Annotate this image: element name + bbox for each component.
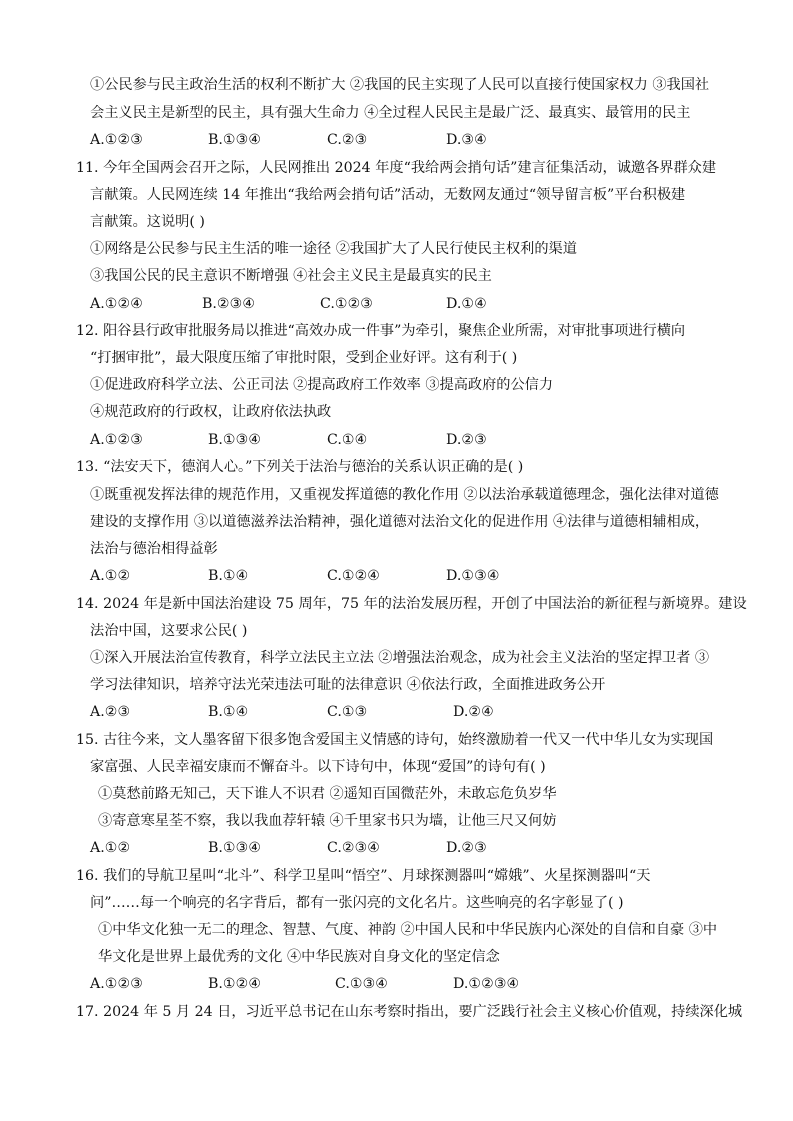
q14-option-a[interactable]: A.②③	[90, 704, 131, 720]
q15-item-line-1: ①莫愁前路无知己，天下谁人不识君 ②遥知百国微茫外，未敢忘危负岁华	[98, 786, 557, 802]
q15-stem-line-2: 家富强、人民幸福安康而不懈奋斗。以下诗句中，体现“爱国”的诗句有( )	[90, 759, 546, 775]
q10-options	[0, 130, 793, 150]
q11-option-d[interactable]: D.①④	[446, 296, 487, 312]
q15-option-b[interactable]: B.①③④	[208, 840, 262, 856]
q13-item-line-1: ①既重视发挥法律的规范作用，又重视发挥道德的教化作用 ②以法治承载道德理念，强化法律对道德	[90, 487, 719, 503]
q13-item-line-2: 建设的支撑作用 ③以道德滋养法治精神，强化道德对法治文化的促进作用 ④法律与道德相辅相成，	[90, 514, 710, 530]
q12-stem-line-1: 12. 阳谷县行政审批服务局以推进“高效办成一件事”为牵引，聚焦企业所需，对审批事项进行横向	[76, 323, 686, 339]
q14-stem-line-1: 14. 2024 年是新中国法治建设 75 周年，75 年的法治发展历程，开创了中国法治的新征程与新境界。建设	[76, 596, 747, 612]
q16-options	[0, 974, 793, 994]
q14-options	[0, 702, 793, 722]
q13-option-a[interactable]: A.①②	[90, 568, 131, 584]
q11-option-c[interactable]: C.①②③	[320, 296, 374, 312]
q14-item-line-1: ①深入开展法治宣传教育，科学立法民主立法 ②增强法治观念，成为社会主义法治的坚定捍卫者 ③	[90, 650, 710, 666]
q15-stem-line-1: 15. 古往今来，文人墨客留下很多饱含爱国主义情感的诗句，始终激励着一代又一代中华儿女为实现国	[76, 732, 714, 748]
q17-stem-line-1: 17. 2024 年 5 月 24 日，习近平总书记在山东考察时指出，要广泛践行社会主义核心价值观，持续深化城	[76, 1004, 743, 1020]
q14-item-line-2: 学习法律知识，培养守法光荣违法可耻的法律意识 ④依法行政，全面推进政务公开	[90, 677, 606, 693]
q16-item-line-1: ①中华文化独一无二的理念、智慧、气度、神韵 ②中国人民和中华民族内心深处的自信和自豪 ③中	[98, 922, 718, 938]
q16-option-a[interactable]: A.①②③	[90, 976, 143, 992]
q10-option-d[interactable]: D.③④	[446, 132, 487, 148]
q11-option-a[interactable]: A.①②④	[90, 296, 143, 312]
q10-option-b[interactable]: B.①③④	[208, 132, 262, 148]
q16-item-line-2: 华文化是世界上最优秀的文化 ④中华民族对自身文化的坚定信念	[98, 949, 500, 965]
q13-item-line-3: 法治与德治相得益彰	[90, 541, 218, 557]
q12-option-b[interactable]: B.①③④	[208, 432, 262, 448]
q13-options	[0, 566, 793, 586]
q13-stem-line-1: 13. “法安天下，德润人心。”下列关于法治与德治的关系认识正确的是( )	[76, 459, 524, 475]
q12-option-d[interactable]: D.②③	[446, 432, 487, 448]
q16-stem-line-2: 问”……每一个响亮的名字背后，都有一张闪亮的文化名片。这些响亮的名字彰显了( )	[90, 895, 624, 911]
q10-item-line-2: 会主义民主是新型的民主，具有强大生命力 ④全过程人民民主是最广泛、最真实、最管用的民主	[90, 105, 691, 121]
q14-option-c[interactable]: C.①③	[327, 704, 368, 720]
q12-option-a[interactable]: A.①②③	[90, 432, 143, 448]
q15-option-d[interactable]: D.②③	[446, 840, 487, 856]
q13-option-c[interactable]: C.①②④	[327, 568, 381, 584]
q14-option-b[interactable]: B.①④	[208, 704, 249, 720]
q12-options	[0, 430, 793, 450]
q16-stem-line-1: 16. 我们的导航卫星叫“北斗”、科学卫星叫“悟空”、月球探测器叫“嫦娥”、火星探测器叫“天	[76, 868, 651, 884]
q13-option-b[interactable]: B.①④	[208, 568, 249, 584]
q16-option-d[interactable]: D.①②③④	[453, 976, 520, 992]
q15-option-a[interactable]: A.①②	[90, 840, 131, 856]
q15-option-c[interactable]: C.②③④	[327, 840, 381, 856]
q11-option-b[interactable]: B.②③④	[202, 296, 256, 312]
q12-item-line-1: ①促进政府科学立法、公正司法 ②提高政府工作效率 ③提高政府的公信力	[90, 377, 554, 393]
q16-option-b[interactable]: B.①②④	[208, 976, 262, 992]
q10-option-a[interactable]: A.①②③	[90, 132, 143, 148]
q16-option-c[interactable]: C.①③④	[335, 976, 389, 992]
q11-stem-line-3: 言献策。这说明( )	[90, 214, 205, 230]
q15-options	[0, 838, 793, 858]
q13-option-d[interactable]: D.①③④	[446, 568, 500, 584]
q14-option-d[interactable]: D.②④	[453, 704, 494, 720]
q11-options	[0, 294, 793, 314]
q10-item-line-1: ①公民参与民主政治生活的权利不断扩大 ②我国的民主实现了人民可以直接行使国家权力 ③我国社	[90, 77, 710, 93]
q12-stem-line-2: “打捆审批”，最大限度压缩了审批时限，受到企业好评。这有利于( )	[90, 350, 518, 366]
q12-option-c[interactable]: C.①④	[327, 432, 368, 448]
q11-stem-line-2: 言献策。人民网连续 14 年推出“我给两会捎句话”活动，无数网友通过“领导留言板”平台积极建	[90, 187, 686, 203]
q10-option-c[interactable]: C.②③	[327, 132, 368, 148]
q14-stem-line-2: 法治中国，这要求公民( )	[90, 623, 248, 639]
q12-item-line-2: ④规范政府的行政权，让政府依法执政	[90, 404, 332, 420]
q11-item-line-2: ③我国公民的民主意识不断增强 ④社会主义民主是最真实的民主	[90, 268, 492, 284]
q11-stem-line-1: 11. 今年全国两会召开之际，人民网推出 2024 年度“我给两会捎句话”建言征集活动，诚邀各界群众建	[76, 160, 717, 176]
q15-item-line-2: ③寄意寒星荃不察，我以我血荐轩辕 ④千里家书只为墙，让他三尺又何妨	[98, 813, 557, 829]
q11-item-line-1: ①网络是公民参与民主生活的唯一途径 ②我国扩大了人民行使民主权利的渠道	[90, 241, 577, 257]
